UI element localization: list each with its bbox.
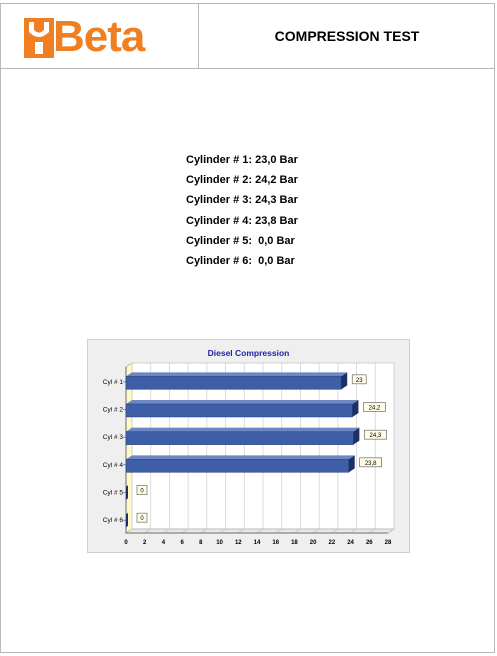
results-list	[186, 150, 298, 271]
report-header	[1, 4, 494, 69]
x-tick-label: 12	[234, 540, 242, 546]
x-tick-label: 26	[365, 540, 373, 546]
x-tick-label: 4	[161, 540, 166, 546]
y-category-label: Cyl # 4	[102, 461, 123, 469]
x-tick-label: 8	[199, 540, 203, 546]
result-row: Cylinder # 6: 0,0 Bar	[186, 254, 295, 267]
page-title: COMPRESSION TEST	[274, 28, 420, 44]
wrench-logo-icon	[24, 18, 54, 58]
bar	[126, 404, 352, 417]
chart-plot	[88, 340, 409, 552]
bar-top	[126, 372, 347, 376]
result-row: Cylinder # 5: 0,0 Bar	[186, 234, 295, 247]
data-label: 24,2	[368, 405, 381, 412]
x-tick-label: 24	[347, 540, 354, 546]
data-label: 23,8	[364, 460, 377, 467]
result-row: Cylinder # 4: 23,8 Bar	[186, 214, 298, 227]
chart-title: Diesel Compression	[207, 348, 290, 358]
y-category-label: Cyl # 3	[102, 434, 123, 442]
y-category-label: Cyl # 5	[102, 489, 123, 497]
data-label: 0	[140, 488, 144, 495]
bar-top	[126, 400, 358, 404]
x-tick-label: 14	[253, 540, 261, 546]
report-page	[0, 3, 495, 653]
result-row: Cylinder # 3: 24,3 Bar	[186, 194, 298, 207]
bar-top	[126, 455, 355, 459]
x-tick-label: 16	[272, 540, 280, 546]
x-tick-label: 20	[309, 540, 317, 546]
bar	[126, 513, 128, 528]
logo-text: Beta	[53, 12, 145, 61]
y-category-label: Cyl # 2	[102, 406, 123, 414]
data-label: 23	[355, 377, 363, 384]
bar	[126, 459, 349, 472]
compression-chart	[87, 339, 410, 553]
y-category-label: Cyl # 6	[102, 517, 123, 525]
result-row: Cylinder # 2: 24,2 Bar	[186, 174, 298, 187]
bar	[126, 376, 341, 389]
result-row: Cylinder # 1: 23,0 Bar	[186, 154, 298, 166]
bar	[126, 432, 353, 445]
x-tick-label: 22	[328, 540, 336, 546]
x-tick-label: 0	[124, 540, 128, 546]
data-label: 24,3	[369, 433, 382, 440]
bar-top	[126, 428, 359, 432]
logo	[1, 4, 199, 68]
data-label: 0	[140, 516, 144, 523]
x-tick-label: 10	[216, 540, 223, 546]
x-tick-label: 2	[143, 540, 147, 546]
x-tick-label: 28	[384, 540, 392, 546]
y-category-label: Cyl # 1	[102, 378, 123, 386]
x-tick-label: 18	[291, 540, 298, 546]
x-tick-label: 6	[180, 540, 184, 546]
bar	[126, 485, 128, 500]
